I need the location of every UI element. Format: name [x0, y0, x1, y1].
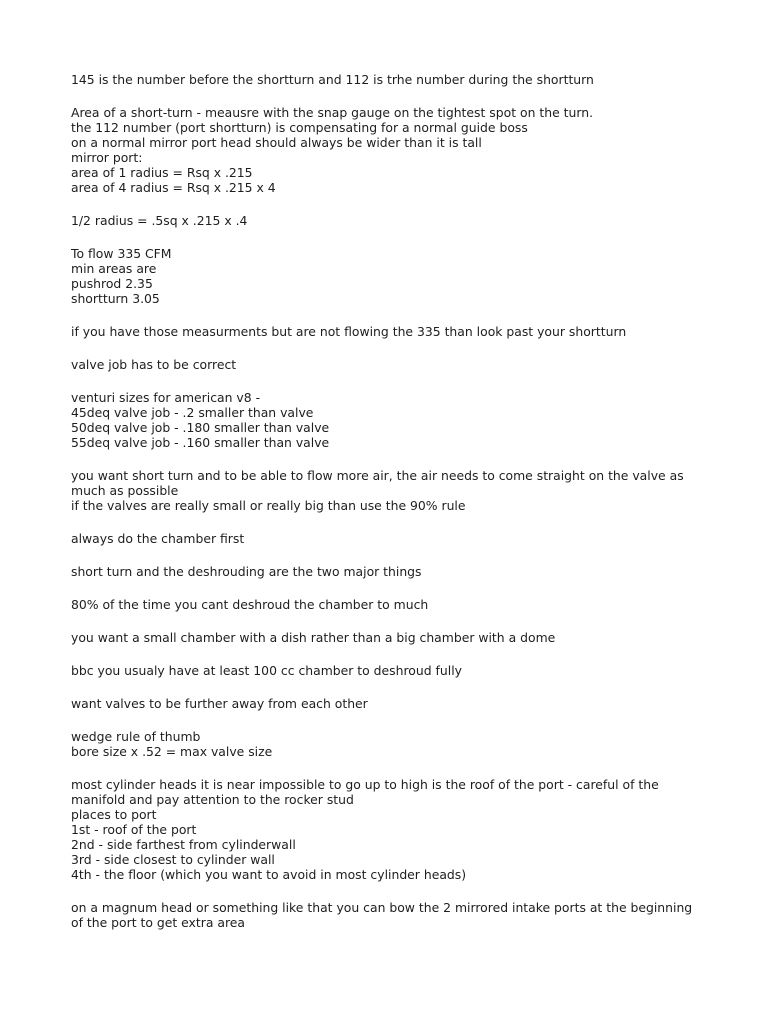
paragraph-major-things [71, 564, 701, 579]
text-line: 50deq valve job - .180 smaller than valve [71, 420, 330, 435]
paragraph-half-radius [71, 213, 701, 228]
text-line: area of 4 radius = Rsq x .215 x 4 [71, 180, 276, 195]
text-line: pushrod 2.35 [71, 276, 153, 291]
paragraph-valves-apart [71, 696, 701, 711]
paragraph-flow-335 [71, 246, 701, 306]
text-line: 2nd - side farthest from cylinderwall [71, 837, 296, 852]
text-line: venturi sizes for american v8 - [71, 390, 261, 405]
paragraph-shortturn-numbers [71, 72, 701, 87]
text-line: 55deq valve job - .160 smaller than valve [71, 435, 330, 450]
text-line: if you have those measurments but are not flowing the 335 than look past your shortturn [71, 324, 627, 339]
text-line: on a magnum head or something like that you can bow the 2 mirrored intake ports at the beginning of the port to get extra area [71, 900, 697, 930]
text-line: on a normal mirror port head should always be wider than it is tall [71, 135, 482, 150]
text-line: you want a small chamber with a dish rather than a big chamber with a dome [71, 630, 556, 645]
text-line: valve job has to be correct [71, 357, 237, 372]
text-line: always do the chamber first [71, 531, 245, 546]
text-line: 1st - roof of the port [71, 822, 197, 837]
text-line: 45deq valve job - .2 smaller than valve [71, 405, 314, 420]
text-line: 3rd - side closest to cylinder wall [71, 852, 275, 867]
text-line: the 112 number (port shortturn) is compensating for a normal guide boss [71, 120, 528, 135]
paragraph-chamber-first [71, 531, 701, 546]
text-line: To flow 335 CFM [71, 246, 172, 261]
text-line: shortturn 3.05 [71, 291, 160, 306]
text-line: area of 1 radius = Rsq x .215 [71, 165, 253, 180]
paragraph-deshroud [71, 597, 701, 612]
paragraph-places-to-port [71, 777, 701, 882]
text-line: short turn and the deshrouding are the two major things [71, 564, 422, 579]
paragraph-short-turn-air [71, 468, 701, 513]
text-line: you want short turn and to be able to flow more air, the air needs to come straight on the valve as much as possible [71, 468, 688, 498]
text-line: bore size x .52 = max valve size [71, 744, 273, 759]
paragraph-valve-job [71, 357, 701, 372]
paragraph-measurements [71, 324, 701, 339]
text-line: Area of a short-turn - meausre with the snap gauge on the tightest spot on the turn. [71, 105, 594, 120]
text-line: mirror port: [71, 150, 143, 165]
text-line: 80% of the time you cant deshroud the chamber to much [71, 597, 429, 612]
text-line: want valves to be further away from each other [71, 696, 368, 711]
text-line: 1/2 radius = .5sq x .215 x .4 [71, 213, 248, 228]
text-line: if the valves are really small or really big than use the 90% rule [71, 498, 466, 513]
paragraph-bbc [71, 663, 701, 678]
paragraph-wedge-rule [71, 729, 701, 759]
text-line: places to port [71, 807, 157, 822]
text-line: min areas are [71, 261, 157, 276]
text-line: bbc you usualy have at least 100 cc chamber to deshroud fully [71, 663, 462, 678]
text-line: wedge rule of thumb [71, 729, 201, 744]
document-page [71, 72, 701, 948]
paragraph-venturi-sizes [71, 390, 701, 450]
paragraph-small-chamber [71, 630, 701, 645]
text-line: 4th - the floor (which you want to avoid in most cylinder heads) [71, 867, 467, 882]
text-line: 145 is the number before the shortturn and 112 is trhe number during the shortturn [71, 72, 594, 87]
paragraph-short-turn-area [71, 105, 701, 195]
text-line: most cylinder heads it is near impossible to go up to high is the roof of the port - careful of the manifold and pay attention to the rocker stud [71, 777, 663, 807]
paragraph-magnum-head [71, 900, 701, 930]
